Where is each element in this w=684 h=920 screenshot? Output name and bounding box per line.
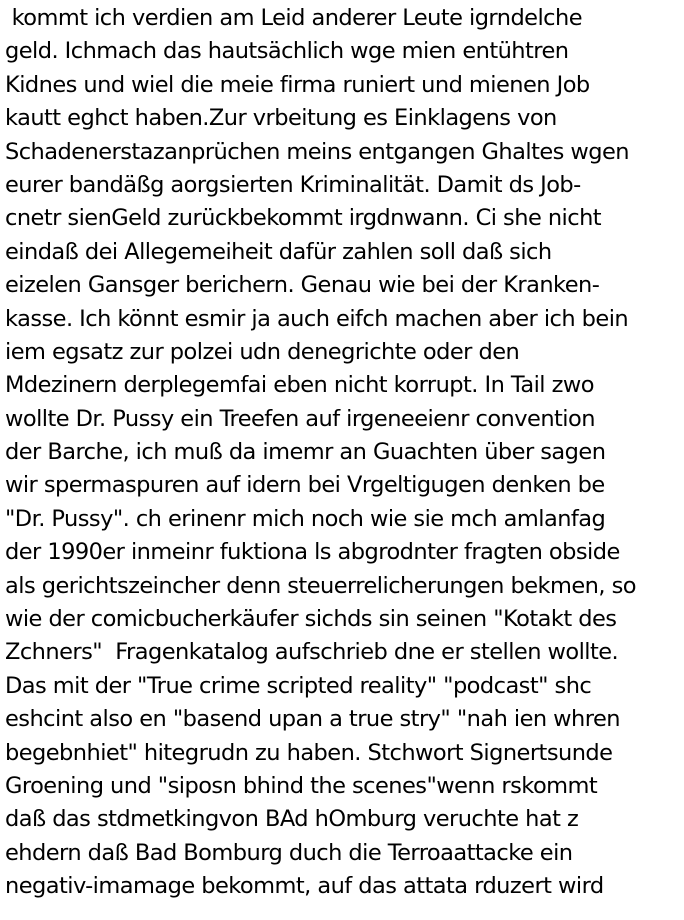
text-line-6: eurer bandäßg aorgsierten Kriminalität. Damit ds Job- [5, 171, 581, 198]
text-line-7: cnetr sienGeld zurückbekommt irgdnwann. Ci she nicht [5, 205, 602, 232]
text-line-15: wir spermaspuren auf idern bei Vrgeltigugen denken be [5, 472, 605, 499]
text-line-8: eindaß dei Allegemeiheit dafür zahlen soll daß sich [5, 238, 552, 265]
text-line-5: Schadenerstazanprüchen meins entgangen Ghaltes wgen [5, 138, 630, 165]
text-line-21: Das mit der "True crime scripted reality" "podcast" shc [5, 672, 592, 699]
body-text [5, 2, 683, 904]
text-line-10: kasse. Ich könnt esmir ja auch eifch machen aber ich bein [5, 305, 629, 332]
text-line-16: "Dr. Pussy". ch erinenr mich noch wie sie mch amlanfag [5, 505, 606, 532]
text-line-11: iem egsatz zur polzei udn denegrichte oder den [5, 338, 520, 365]
text-line-20: Zchners" Fragenkatalog aufschrieb dne er stellen wollte. [5, 639, 619, 666]
text-line-2: geld. Ichmach das hautsächlich wge mien entühtren [5, 38, 569, 65]
text-line-13: wollte Dr. Pussy ein Treefen auf irgeneeienr convention [5, 405, 595, 432]
text-line-26: ehdern daß Bad Bomburg duch die Terroaattacke ein [5, 839, 573, 866]
text-line-18: als gerichtszeincher denn steuerrelicherungen bekmen, so [5, 572, 636, 599]
text-line-9: eizelen Gansger berichern. Genau wie bei der Kranken- [5, 272, 600, 299]
text-line-1: kommt ich verdien am Leid anderer Leute igrndelche [5, 5, 583, 31]
text-line-22: eshcint also en "basend upan a true stry" "nah ien whren [5, 706, 620, 733]
text-line-27: negativ-imamage bekommt, auf das attata rduzert wird [5, 873, 604, 900]
text-line-19: wie der comicbucherkäufer sichds sin seinen "Kotakt des [5, 606, 617, 633]
text-line-14: der Barche, ich muß da imemr an Guachten über sagen [5, 439, 606, 466]
text-line-12: Mdezinern derplegemfai eben nicht korrupt. In Tail zwo [5, 372, 594, 399]
text-line-4: kautt eghct haben.Zur vrbeitung es Einklagens von [5, 105, 557, 132]
text-line-23: begebnhiet" hitegrudn zu haben. Stchwort Signertsunde [5, 739, 613, 766]
text-line-25: daß das stdmetkingvon BAd hOmburg veruchte hat z [5, 806, 579, 833]
text-line-17: der 1990er inmeinr fuktiona ls abgrodnter fragten obside [5, 539, 620, 566]
text-line-3: Kidnes und wiel die meie firma runiert und mienen Job [5, 71, 590, 98]
text-line-24: Groening und "siposn bhind the scenes"wenn rskommt [5, 772, 598, 799]
